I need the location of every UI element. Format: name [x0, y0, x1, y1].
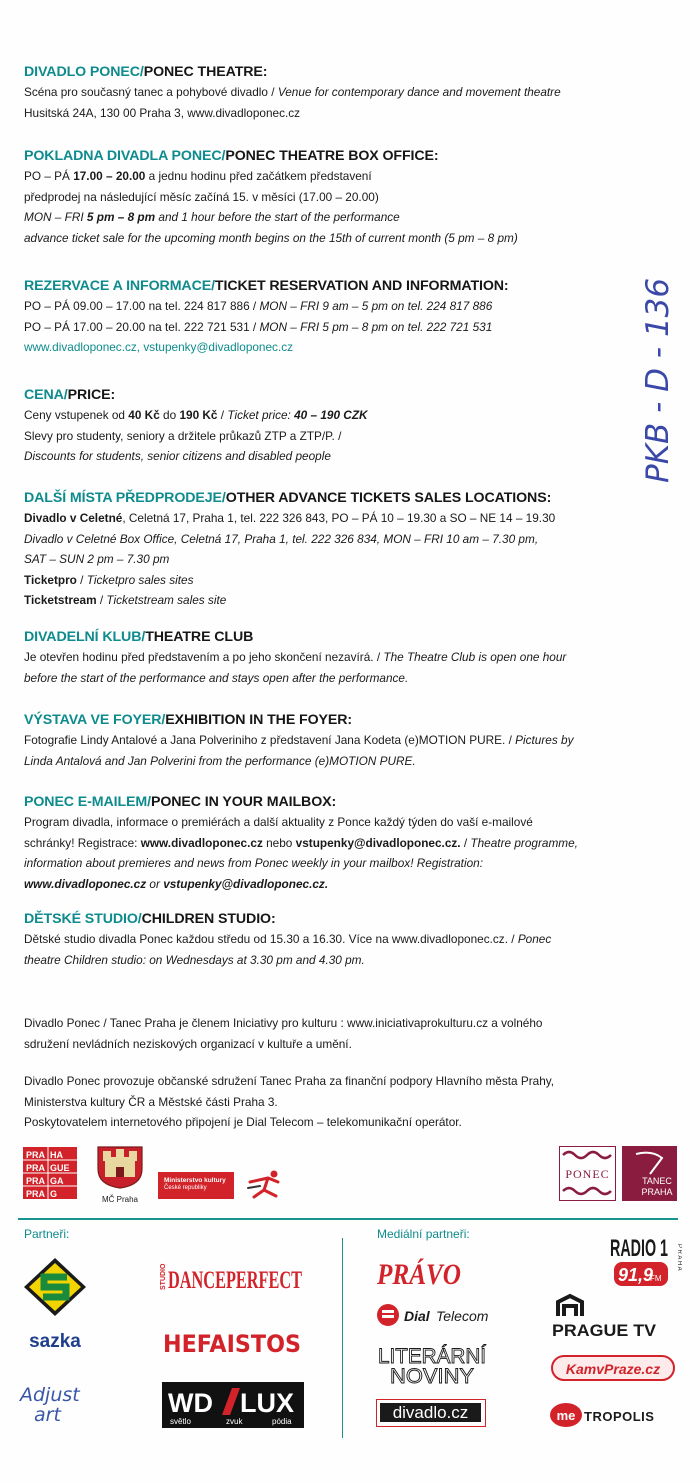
- venue-line-1: Scéna pro současný tanec a pohybové divadlo / Venue for contemporary dance and movement theatre: [24, 85, 561, 99]
- reservation-heading: REZERVACE A INFORMACE/TICKET RESERVATION AND INFORMATION:: [24, 278, 509, 294]
- price-line-3: Discounts for students, senior citizens and disabled people: [24, 449, 331, 463]
- svg-text:pódia: pódia: [272, 1417, 292, 1426]
- divadlo-cz-logo: [376, 1399, 486, 1427]
- exhibition-line-2: Linda Antalová and Jan Polverini from the performance (e)MOTION PURE.: [24, 753, 416, 768]
- svg-text:FM: FM: [650, 1274, 662, 1283]
- venue-heading: DIVADLO PONEC/PONEC THEATRE:: [24, 64, 268, 80]
- svg-text:TROPOLIS: TROPOLIS: [584, 1409, 655, 1424]
- svg-text:TANEC: TANEC: [642, 1176, 672, 1186]
- box-office-heading: POKLADNA DIVADLA PONEC/PONEC THEATRE BOX OFFICE:: [24, 148, 439, 164]
- venue-address: Husitská 24A, 130 00 Praha 3, www.divadloponec.cz: [24, 105, 301, 120]
- svg-text:světlo: světlo: [170, 1417, 191, 1426]
- svg-text:divadlo.cz: divadlo.cz: [392, 1403, 469, 1422]
- ponec-logo: [559, 1146, 616, 1201]
- svg-text:91,9: 91,9: [618, 1265, 654, 1285]
- footer-paragraph-1: Divadlo Ponec / Tanec Praha je členem Iniciativy pro kulturu : www.iniciativaprokulturu.cz a volného sdružení nevládních neziskových organizací v kultuře a umění.: [24, 1016, 543, 1051]
- svg-text:PRAGUE TV: PRAGUE TV: [552, 1321, 657, 1340]
- club-line-1: Je otevřen hodinu před představením a po jeho skončení nezavírá. / The Theatre Club is open one hour: [24, 650, 567, 664]
- metropolis-logo: [548, 1400, 678, 1430]
- svg-text:PRA: PRA: [26, 1176, 46, 1186]
- svg-text:PRÁVO: PRÁVO: [376, 1258, 461, 1290]
- box-office-line-2: předprodej na následující měsíc začíná 15. v měsíci (17.00 – 20.00): [24, 189, 379, 204]
- prague-tv-logo: [550, 1292, 660, 1340]
- coat-of-arms-icon: [95, 1143, 145, 1189]
- exhibition-line-1: Fotografie Lindy Antalové a Jana Polveriniho z představení Jana Kodeta (e)MOTION PURE. / Pictures by: [24, 733, 574, 747]
- children-heading: DĚTSKÉ STUDIO/CHILDREN STUDIO:: [24, 911, 276, 927]
- wdlux-logo: [162, 1382, 304, 1428]
- svg-text:sazka: sazka: [29, 1331, 81, 1352]
- adjust-art-logo: Adjust art: [20, 1384, 80, 1426]
- svg-text:PRAHA: PRAHA: [676, 1244, 682, 1273]
- children-line-1: Dětské studio divadla Ponec každou středu od 15.30 a 16.30. Více na www.divadloponec.cz. / Ponec: [24, 932, 552, 946]
- svg-text:NOVINY: NOVINY: [390, 1365, 474, 1385]
- tanec-praha-logo: [622, 1146, 677, 1201]
- svg-text:PRA: PRA: [26, 1163, 46, 1173]
- mail-line-1: Program divadla, informace o premiérách a další aktuality z Ponce každý týden do vaší e-mailové: [24, 815, 533, 829]
- dancer-figure-logo: [246, 1168, 286, 1200]
- svg-text:HA: HA: [50, 1150, 63, 1160]
- exhibition-heading: VÝSTAVA VE FOYER/EXHIBITION IN THE FOYER:: [24, 712, 353, 728]
- radio1-logo: [608, 1232, 682, 1292]
- handwritten-inventory-number: [628, 255, 684, 485]
- svg-text:GA: GA: [50, 1176, 64, 1186]
- partners-label: Partneři:: [24, 1227, 70, 1241]
- mail-line-2: schránky! Registrace: www.divadloponec.cz nebo vstupenky@divadloponec.cz. / Theatre programme,: [24, 835, 578, 850]
- box-office-line-1: PO – PÁ 17.00 – 20.00 a jednu hodinu před začátkem představení: [24, 169, 372, 183]
- price-line-2: Slevy pro studenty, seniory a držitele průkazů ZTP a ZTP/P. /: [24, 428, 342, 443]
- praha-logo: [23, 1147, 77, 1199]
- hefaistos-logo: [161, 1326, 306, 1358]
- pravo-logo: [375, 1254, 465, 1290]
- box-office-line-3: MON – FRI 5 pm – 8 pm and 1 hour before the start of the performance: [24, 210, 400, 224]
- sales-line-1: Divadlo v Celetné, Celetná 17, Praha 1, tel. 222 326 843, PO – PÁ 10 – 19.30 a SO – NE 14 – 19.30: [24, 511, 556, 525]
- svg-text:LUX: LUX: [240, 1388, 294, 1418]
- reservation-line-1: PO – PÁ 09.00 – 17.00 na tel. 224 817 886 / MON – FRI 9 am – 5 pm on tel. 224 817 886: [24, 299, 493, 313]
- dial-telecom-logo: [376, 1302, 496, 1330]
- svg-text:PKB - D - 136: PKB - D - 136: [640, 277, 676, 483]
- sales-line-ticketpro: Ticketpro / Ticketpro sales sites: [24, 572, 194, 587]
- section-theatre-club: [24, 627, 660, 688]
- svg-text:Dial: Dial: [404, 1308, 430, 1324]
- svg-text:PRA: PRA: [26, 1189, 46, 1199]
- mail-heading: PONEC E-MAILEM/PONEC IN YOUR MAILBOX:: [24, 794, 337, 810]
- reservation-line-2: PO – PÁ 17.00 – 20.00 na tel. 222 721 531 / MON – FRI 5 pm – 8 pm on tel. 222 721 531: [24, 319, 493, 334]
- prague-tv-icon: [558, 1296, 582, 1316]
- kamvpraze-logo: [550, 1353, 676, 1383]
- partners-vertical-divider: [342, 1238, 343, 1438]
- svg-text:zvuk: zvuk: [226, 1417, 243, 1426]
- svg-text:WD: WD: [168, 1388, 213, 1418]
- club-line-2: before the start of the performance and stays open after the performance.: [24, 670, 409, 685]
- price-heading: CENA/PRICE:: [24, 387, 116, 403]
- club-heading: DIVADELNÍ KLUB/THEATRE CLUB: [24, 629, 254, 645]
- svg-text:STUDIO: STUDIO: [160, 1263, 167, 1290]
- mc-praha-label: MČ Praha: [101, 1195, 138, 1204]
- price-line-1: Ceny vstupenek od 40 Kč do 190 Kč / Ticket price: 40 – 190 CZK: [24, 408, 368, 422]
- ministerstvo-kultury-logo: Ministerstvo kultury České republiky: [158, 1172, 234, 1199]
- sales-line-2: Divadlo v Celetné Box Office, Celetná 17, Praha 1, tel. 222 326 834, MON – FRI 10 am – 7.30 pm,: [24, 531, 539, 546]
- svg-text:PONEC: PONEC: [565, 1167, 610, 1181]
- mail-line-4: www.divadloponec.cz or vstupenky@divadloponec.cz.: [24, 876, 329, 891]
- mc-praha-logo: [95, 1143, 145, 1203]
- section-price: [24, 385, 660, 467]
- literarni-noviny-logo: [376, 1343, 488, 1385]
- section-reservation: [24, 276, 660, 358]
- svg-text:Telecom: Telecom: [436, 1308, 489, 1324]
- sazka-logo: [20, 1254, 90, 1354]
- svg-text:me: me: [556, 1408, 576, 1423]
- media-partners-label: Mediální partneři:: [377, 1227, 470, 1241]
- box-office-line-4: advance ticket sale for the upcoming month begins on the 15th of current month (5 pm – 8 pm): [24, 230, 518, 245]
- sales-line-3: SAT – SUN 2 pm – 7.30 pm: [24, 552, 170, 566]
- sales-line-ticketstream: Ticketstream / Ticketstream sales site: [24, 593, 227, 607]
- partners-divider: [18, 1218, 678, 1220]
- svg-text:HEFAISTOS: HEFAISTOS: [163, 1330, 301, 1358]
- children-line-2: theatre Children studio: on Wednesdays at 3.30 pm and 4.30 pm.: [24, 952, 365, 967]
- footer-paragraph-2: Divadlo Ponec provozuje občanské sdružení Tanec Praha za finanční podpory Hlavního města Prahy, Ministerstva kultury ČR a Městské části Praha 3. Poskytovatelem internetového připojení je Dial Telecom – telekomunikační operátor.: [24, 1074, 555, 1129]
- section-children-studio: [24, 909, 660, 970]
- svg-text:GUE: GUE: [50, 1163, 70, 1173]
- section-box-office: [24, 146, 660, 248]
- svg-text:PRA: PRA: [26, 1150, 46, 1160]
- mail-line-3: information about premieres and news from Ponec weekly in your mailbox! Registration:: [24, 856, 483, 870]
- section-sales-locations: [24, 488, 660, 611]
- danceperfect-logo: [156, 1258, 306, 1294]
- svg-text:G: G: [50, 1189, 58, 1199]
- svg-text:LITERÁRNÍ: LITERÁRNÍ: [378, 1345, 487, 1368]
- svg-text:KamvPraze.cz: KamvPraze.cz: [565, 1361, 661, 1377]
- svg-text:RADIO 1: RADIO 1: [610, 1235, 668, 1262]
- svg-text:PRAHA: PRAHA: [641, 1187, 673, 1197]
- section-mailbox: [24, 792, 660, 894]
- reservation-links[interactable]: www.divadloponec.cz, vstupenky@divadloponec.cz: [24, 340, 294, 354]
- section-exhibition: [24, 710, 660, 771]
- section-venue: [24, 62, 660, 123]
- sales-heading: DALŠÍ MÍSTA PŘEDPRODEJE/OTHER ADVANCE TICKETS SALES LOCATIONS:: [24, 490, 552, 506]
- svg-text:DANCEPERFECT: DANCEPERFECT: [168, 1267, 303, 1294]
